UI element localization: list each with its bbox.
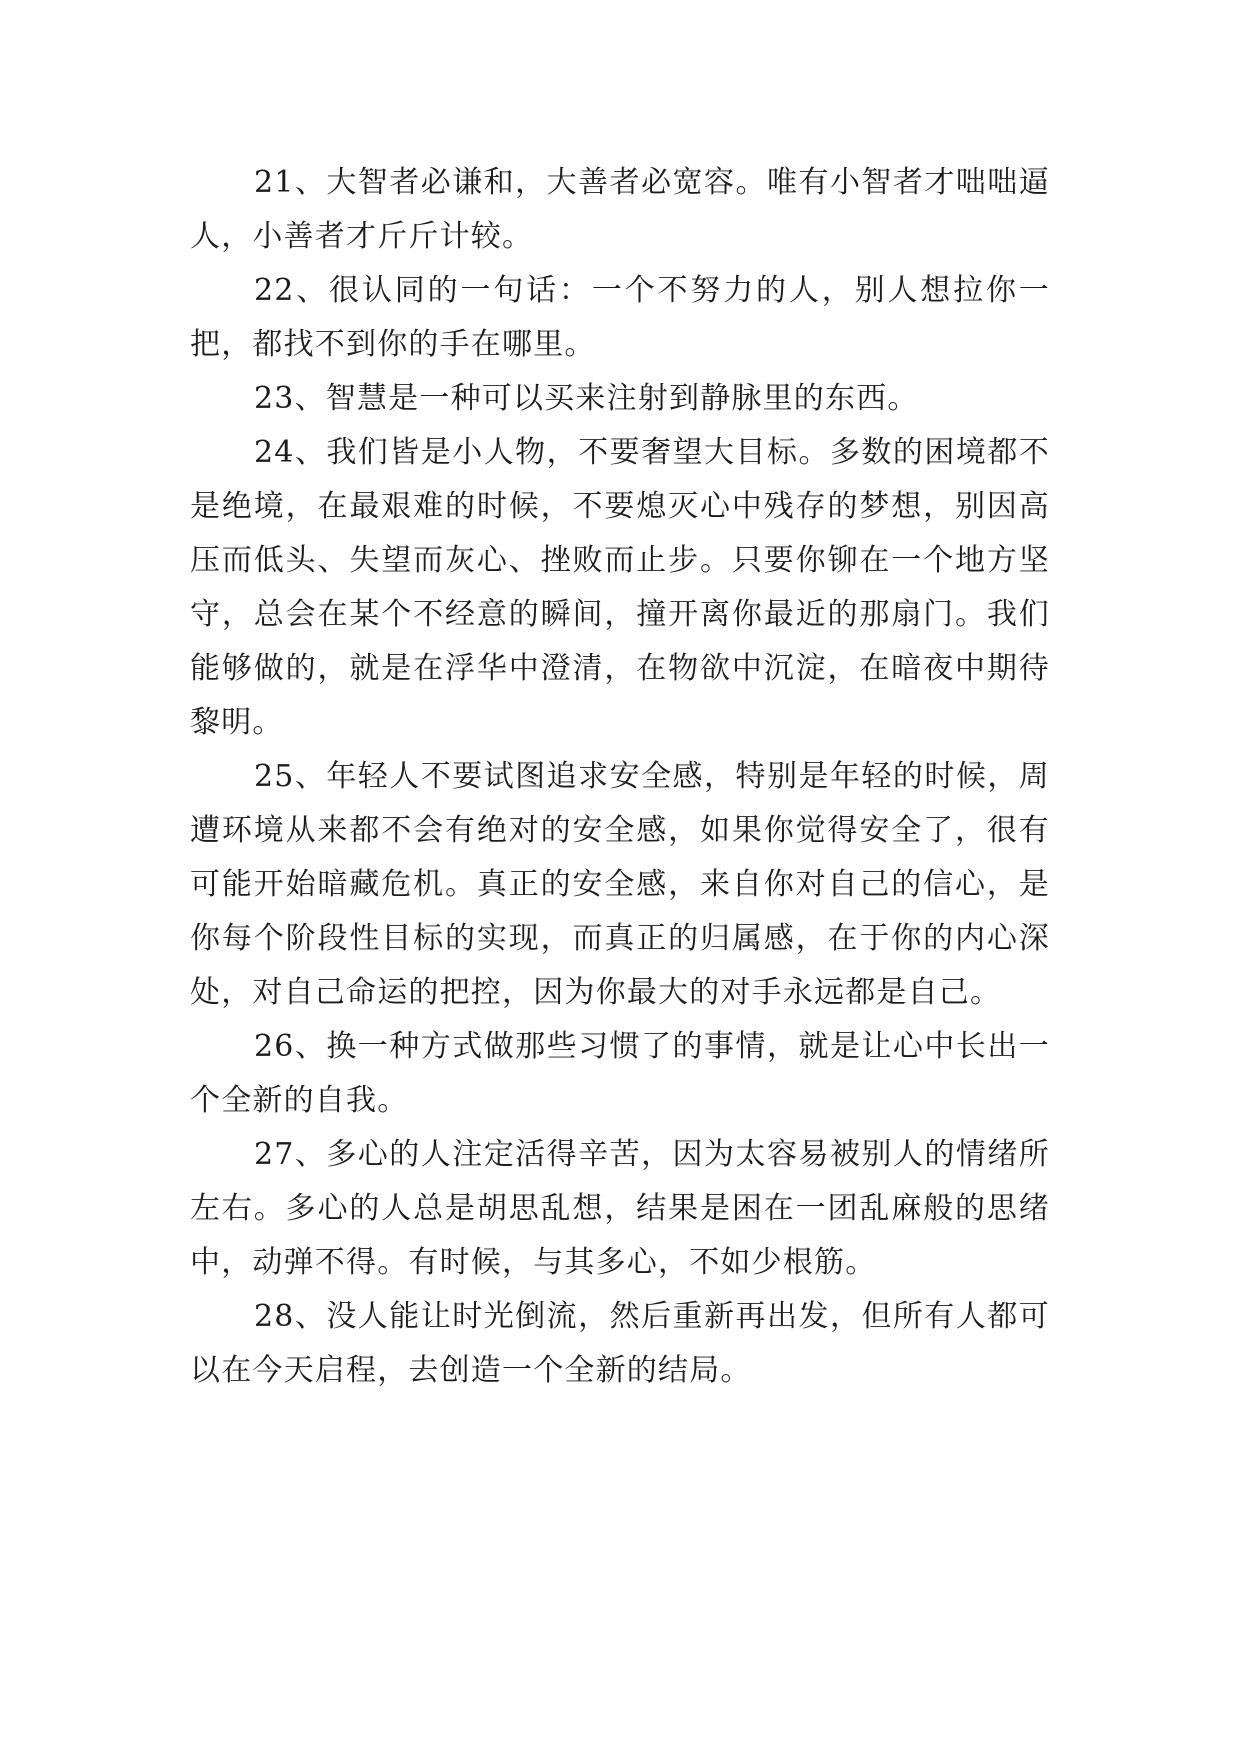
document-body — [190, 156, 1050, 1398]
paragraph-27: 27、多心的人注定活得辛苦，因为太容易被别人的情绪所左右。多心的人总是胡思乱想，结果是困在一团乱麻般的思绪中，动弹不得。有时候，与其多心，不如少根筋。 — [190, 1137, 1050, 1280]
paragraph-26: 26、换一种方式做那些习惯了的事情，就是让心中长出一个全新的自我。 — [190, 1029, 1050, 1118]
paragraph-25: 25、年轻人不要试图追求安全感，特别是年轻的时候，周遭环境从来都不会有绝对的安全感，如果你觉得安全了，很有可能开始暗藏危机。真正的安全感，来自你对自己的信心，是你每个阶段性目标的实现，而真正的归属感，在于你的内心深处，对自己命运的把控，因为你最大的对手永远都是自己。 — [190, 759, 1050, 1010]
paragraph-24: 24、我们皆是小人物，不要奢望大目标。多数的困境都不是绝境，在最艰难的时候，不要熄灭心中残存的梦想，别因高压而低头、失望而灰心、挫败而止步。只要你铆在一个地方坚守，总会在某个不经意的瞬间，撞开离你最近的那扇门。我们能够做的，就是在浮华中澄清，在物欲中沉淀，在暗夜中期待黎明。 — [190, 435, 1050, 740]
paragraph-21: 21、大智者必谦和，大善者必宽容。唯有小智者才咄咄逼人，小善者才斤斤计较。 — [190, 165, 1050, 254]
paragraph-22: 22、很认同的一句话：一个不努力的人，别人想拉你一把，都找不到你的手在哪里。 — [190, 273, 1050, 362]
paragraph-23: 23、智慧是一种可以买来注射到静脉里的东西。 — [254, 381, 919, 416]
paragraph-28: 28、没人能让时光倒流，然后重新再出发，但所有人都可以在今天启程，去创造一个全新的结局。 — [190, 1299, 1050, 1388]
